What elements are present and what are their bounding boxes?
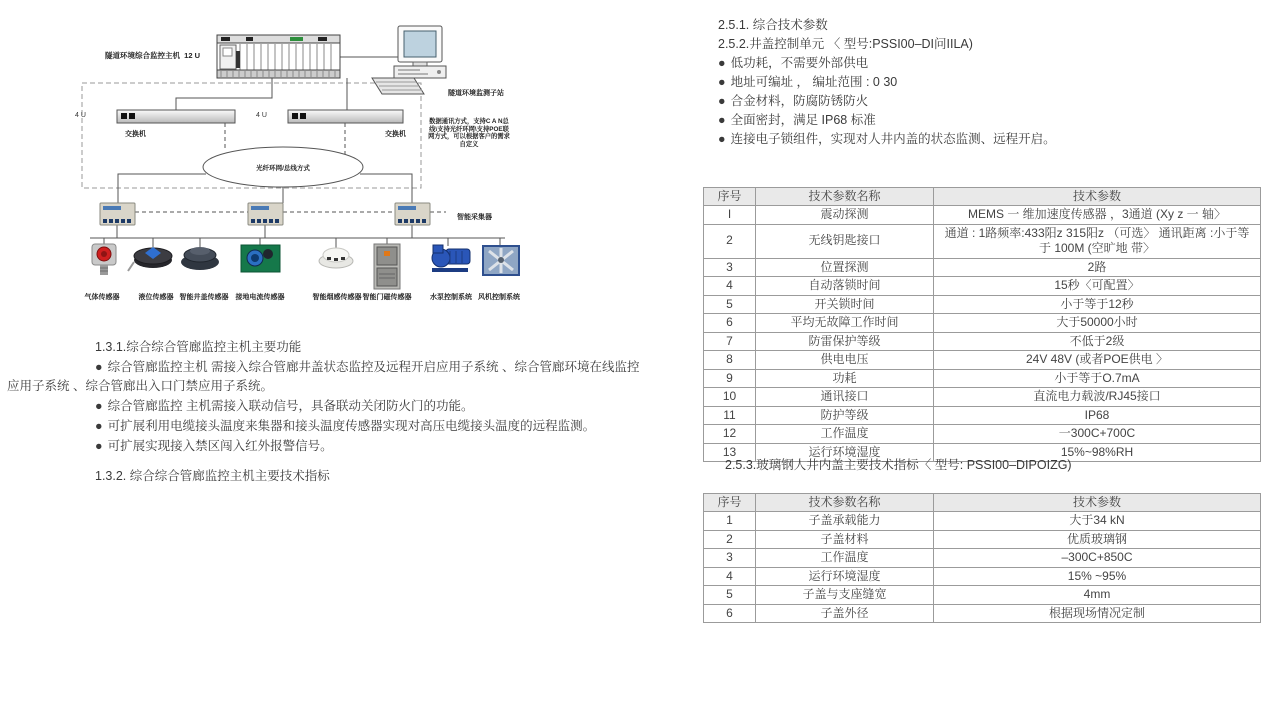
table-cell: 11 [704, 406, 756, 425]
table-header-cell: 序号 [704, 188, 756, 206]
table-cell: 3 [704, 549, 756, 568]
bullet-icon: ● [718, 75, 726, 89]
table-cell: 7 [704, 332, 756, 351]
table-cell: 2路 [934, 258, 1261, 277]
bullet-text: 可扩展实现接入禁区闯入红外报警信号。 [107, 438, 333, 453]
table-header-cell: 技术参数名称 [756, 494, 934, 512]
table-cell: 2 [704, 530, 756, 549]
section-131-bullet-list [7, 358, 649, 457]
table-row [704, 406, 1261, 425]
table-cell: 子盖承载能力 [756, 512, 934, 531]
switch1-label: 交换机 [125, 131, 146, 138]
table-cell: 自动落锁时间 [756, 277, 934, 296]
table-cell: 通讯接口 [756, 388, 934, 407]
table-header-row [704, 494, 1261, 512]
collector-1-icon [100, 203, 135, 225]
parameter-table-2 [703, 493, 1261, 623]
smoke-sensor-icon [319, 248, 353, 268]
ground-current-sensor-icon [241, 245, 280, 272]
table-cell: 9 [704, 369, 756, 388]
table-cell: 13 [704, 443, 756, 462]
table-cell: 工作温度 [756, 549, 934, 568]
bullet-item [718, 73, 1266, 92]
device-label-pump: 水泵控制系统 [430, 294, 472, 301]
bullet-item [7, 417, 649, 437]
host-label-text: 隧道环境综合监控主机 [105, 51, 180, 60]
table-cell: 12 [704, 425, 756, 444]
bullet-icon: ● [718, 56, 726, 70]
comm-note: 数据通讯方式，支持C A N总线\支持光纤环网\支持POE联网方式，可以根据客户的需求自定义 [428, 118, 510, 148]
gas-sensor-icon [92, 244, 116, 275]
table-row [704, 277, 1261, 296]
table-cell: 功耗 [756, 369, 934, 388]
bullet-icon: ● [95, 418, 103, 433]
table-row [704, 314, 1261, 333]
table-row [704, 604, 1261, 623]
table-header-cell: 技术参数 [934, 494, 1261, 512]
table-cell: 4mm [934, 586, 1261, 605]
table-cell: 3 [704, 258, 756, 277]
table-cell: 根据现场情况定制 [934, 604, 1261, 623]
section-252-title: 2.5.2.井盖控制单元 〈 型号:PSSI00–DI问IILA) [718, 37, 973, 51]
manhole-cover-sensor-icon [181, 247, 219, 270]
table-row [704, 549, 1261, 568]
section-25 [718, 16, 1266, 149]
table-cell: 位置探测 [756, 258, 934, 277]
bullet-icon: ● [718, 132, 726, 146]
water-pump-icon [432, 245, 470, 272]
workstation-pc-icon [372, 26, 446, 94]
rack-host-icon [217, 35, 340, 78]
switch2-size-label: 4 U [256, 112, 267, 119]
collector-label: 智能采集器 [457, 214, 492, 221]
bullet-icon: ● [718, 94, 726, 108]
section-131-title: 1.3.1.综合综合管廊监控主机主要功能 [95, 340, 302, 354]
table-cell: 一300C+700C [934, 425, 1261, 444]
bullet-text: 连接电子锁组件，实现对人井内盖的状态监测、远程开启。 [730, 132, 1056, 146]
table-cell: 大于34 kN [934, 512, 1261, 531]
bullet-item [7, 437, 649, 457]
liquid-level-sensor-icon [128, 247, 172, 271]
table-row [704, 332, 1261, 351]
host-size-label: 12 U [184, 51, 201, 60]
fan-icon [483, 246, 519, 275]
table-cell: 6 [704, 314, 756, 333]
table-row [704, 295, 1261, 314]
table-header-cell: 技术参数 [934, 188, 1261, 206]
table-cell: 直流电力载波/RJ45接口 [934, 388, 1261, 407]
table-cell: 小于等于O.7mA [934, 369, 1261, 388]
device-label-manhole: 智能井盖传感器 [179, 294, 229, 301]
table-cell: 运行环境湿度 [756, 443, 934, 462]
device-label-ground: 接地电流传感器 [235, 294, 285, 301]
section-252-bullet-list [718, 54, 1266, 149]
table-cell: 5 [704, 295, 756, 314]
bullet-icon: ● [718, 113, 726, 127]
table-cell: 不低于2级 [934, 332, 1261, 351]
table-cell: IP68 [934, 406, 1261, 425]
table-row [704, 425, 1261, 444]
bullet-icon: ● [95, 438, 103, 453]
table-cell: 5 [704, 586, 756, 605]
fiber-ring-label: 光纤环网/总线方式 [256, 165, 310, 172]
table-row [704, 351, 1261, 370]
table-cell: 大于50000小时 [934, 314, 1261, 333]
host-label [105, 50, 200, 61]
bullet-item [7, 397, 649, 417]
table-cell: 6 [704, 604, 756, 623]
device-label-smoke: 智能烟感传感器 [312, 294, 362, 301]
bullet-item [718, 130, 1266, 149]
collector-3-icon [395, 203, 430, 225]
table-cell: 24V 48V (或者POE供电 〉 [934, 351, 1261, 370]
table-row [704, 388, 1261, 407]
table-header-cell: 技术参数名称 [756, 188, 934, 206]
section-132-title: 1.3.2. 综合综合管廊监控主机主要技术指标 [95, 469, 330, 484]
table-cell: I [704, 206, 756, 225]
table-cell: 防雷保护等级 [756, 332, 934, 351]
bullet-icon: ● [95, 359, 103, 374]
table-row [704, 567, 1261, 586]
table-cell: MEMS 一 维加速度传感器 ，3通道 (Xy z 一 轴〉 [934, 206, 1261, 225]
bullet-item [7, 358, 649, 397]
table-cell: 震动探测 [756, 206, 934, 225]
table-row [704, 206, 1261, 225]
switch-1-icon [117, 110, 235, 123]
table-cell: –300C+850C [934, 549, 1261, 568]
bullet-item [718, 92, 1266, 111]
table-cell: 15%~98%RH [934, 443, 1261, 462]
table-cell: 10 [704, 388, 756, 407]
table-cell: 4 [704, 567, 756, 586]
table-cell: 工作温度 [756, 425, 934, 444]
bullet-text: 合金材料，防腐防锈防火 [730, 94, 869, 108]
table-header-row [704, 188, 1261, 206]
network-diagram [0, 0, 560, 320]
table-cell: 小于等于12秒 [934, 295, 1261, 314]
table-cell: 2 [704, 224, 756, 258]
table-cell: 通道 : 1路频率:433阳z 315阳z （可选〉 通讯距离 :小于等于 100M (空旷地 带〉 [934, 224, 1261, 258]
device-label-liquid: 液位传感器 [138, 294, 174, 301]
table-cell: 8 [704, 351, 756, 370]
table-cell: 开关锁时间 [756, 295, 934, 314]
section-251-title: 2.5.1. 综合技术参数 [718, 18, 828, 32]
device-label-fan: 风机控制系统 [478, 294, 520, 301]
table-cell: 防护等级 [756, 406, 934, 425]
switch2-label: 交换机 [385, 131, 406, 138]
device-label-gas: 气体传感器 [84, 294, 120, 301]
table-cell: 1 [704, 512, 756, 531]
table-row [704, 224, 1261, 258]
table-cell: 子盖外径 [756, 604, 934, 623]
bullet-text: 综合管廊监控 主机需接入联动信号，具备联动关闭防火门的功能。 [107, 399, 474, 414]
network-diagram-canvas [0, 0, 560, 320]
bullet-icon: ● [95, 399, 103, 414]
bullet-text: 低功耗，不需要外部供电 [730, 56, 869, 70]
table-cell: 15% ~95% [934, 567, 1261, 586]
table-cell: 子盖与支座缝宽 [756, 586, 934, 605]
collector-2-icon [248, 203, 283, 225]
table-row [704, 512, 1261, 531]
switch1-size-label: 4 U [75, 112, 86, 119]
table-cell: 优质玻璃钢 [934, 530, 1261, 549]
device-label-door: 智能门磁传感器 [362, 294, 412, 301]
table-row [704, 530, 1261, 549]
bullet-item [718, 54, 1266, 73]
bullet-text: 可扩展利用电缆接头温度来集器和接头温度传感器实现对高压电缆接头温度的远程监测。 [107, 418, 596, 433]
door-magnet-sensor-icon [374, 244, 400, 289]
table-row [704, 258, 1261, 277]
section-131 [7, 338, 649, 487]
bullet-text: 全面密封，满足 IP68 标准 [730, 113, 876, 127]
switch-2-icon [288, 110, 403, 123]
bullet-text: 地址可编址 ， 编址范围 : 0 30 [730, 75, 898, 89]
parameter-table-1 [703, 187, 1261, 462]
table-row [704, 586, 1261, 605]
table-cell: 无线钥匙接口 [756, 224, 934, 258]
table-header-cell: 序号 [704, 494, 756, 512]
bullet-text: 综合管廊监控主机 需接入综合管廊井盖状态监控及远程开启应用子系统 、综合管廊环境在线监控应用子系统 、综合管廊出入口门禁应用子系统。 [7, 359, 640, 394]
table-cell: 运行环境湿度 [756, 567, 934, 586]
section-253-title: 2.5.3.玻璃钢人井内盖主要技术指标〈 型号: PSSI00–DIPOIZG) [725, 458, 1072, 472]
table-cell: 15秒〈可配置〉 [934, 277, 1261, 296]
table-row [704, 369, 1261, 388]
table-cell: 供电电压 [756, 351, 934, 370]
substation-label: 隧道环境监测子站 [448, 90, 504, 97]
bullet-item [718, 111, 1266, 130]
table-cell: 平均无故障工作时间 [756, 314, 934, 333]
table-cell: 子盖材料 [756, 530, 934, 549]
table-cell: 4 [704, 277, 756, 296]
